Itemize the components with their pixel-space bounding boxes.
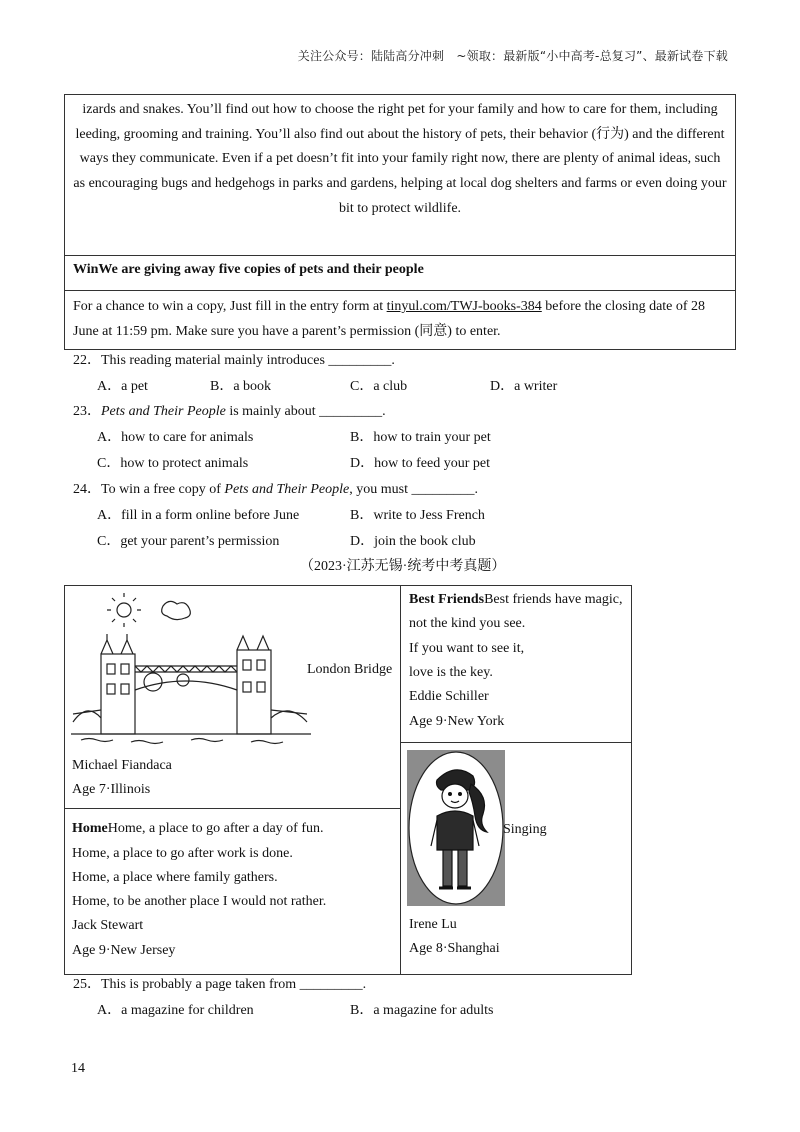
- best-friends-line-3: If you want to see it,: [409, 641, 525, 656]
- best-friends-line-4: love is the key.: [409, 665, 493, 680]
- best-friends-line-1: Best friends have magic,: [484, 592, 623, 607]
- home-line-4: Home, to be another place I would not rather.: [72, 894, 327, 909]
- q23-number: 23．: [73, 404, 101, 419]
- q24-option-a: A．fill in a form online before June: [97, 508, 300, 523]
- q24-option-c: C．get your parent’s permission: [97, 534, 280, 549]
- home-first-line: [72, 821, 324, 837]
- win-text-2: before the closing date of 28 June at 11:59 pm. Make sure you have a parent’s permission (同意) to enter.: [73, 299, 706, 339]
- right-divider: [400, 742, 631, 743]
- magazine-page-box: [64, 585, 632, 975]
- london-bridge-age: Age 7·Illinois: [72, 782, 151, 797]
- singing-age: Age 8·Shanghai: [409, 941, 500, 956]
- best-friends-title: Best Friends: [409, 592, 485, 607]
- home-age: Age 9·New Jersey: [72, 943, 176, 958]
- q25-option-b: B．a magazine for adults: [350, 1003, 494, 1018]
- q22-option-a: A．a pet: [97, 379, 148, 394]
- singing-girl-drawing: [407, 750, 505, 906]
- q24-option-d: D．join the book club: [350, 534, 476, 549]
- london-bridge-drawing: [71, 592, 311, 750]
- q22-option-c: C．a club: [350, 379, 408, 394]
- q23-option-c: C．how to protect animals: [97, 456, 249, 471]
- q24-pre: 24．To win a free copy of: [73, 482, 225, 497]
- best-friends-first-line: [409, 592, 622, 608]
- q23-option-a: A．how to care for animals: [97, 430, 254, 445]
- passage-box: [64, 94, 736, 350]
- question-22-stem: 22．This reading material mainly introduces _________.: [73, 353, 395, 368]
- passage-paragraph: izards and snakes. You’ll find out how to choose the right pet for your family and how to care for them, including leeding, grooming and training. You’ll also find out about the history of pets, their behavior (行为) and the different ways they communicate. Even if a pet doesn’t fit into your family right now, there are plenty of animal ideas, such as encouraging bugs and hedgehogs in parks and gardens, helping at local dog shelters and farms or even doing your bit to protect wildlife.: [65, 95, 735, 256]
- left-divider: [65, 808, 400, 809]
- home-title: Home: [72, 821, 108, 836]
- london-bridge-title: London Bridge: [307, 662, 393, 677]
- question-25-stem: 25．This is probably a page taken from _________.: [73, 977, 367, 992]
- question-23-stem: [73, 403, 386, 421]
- win-text-1: For a chance to win a copy, Just fill in the entry form at: [73, 299, 387, 314]
- question-source: （2023·江苏无锡·统考中考真题）: [300, 559, 506, 574]
- q23-option-b: B．how to train your pet: [350, 430, 491, 445]
- home-author: Jack Stewart: [72, 918, 144, 933]
- q24-option-b: B．write to Jess French: [350, 508, 485, 523]
- singing-title: Singing: [503, 822, 547, 837]
- best-friends-author: Eddie Schiller: [409, 689, 489, 704]
- home-line-2: Home, a place to go after work is done.: [72, 846, 293, 861]
- q23-option-d: D．how to feed your pet: [350, 456, 490, 471]
- best-friends-line-2: not the kind you see.: [409, 616, 526, 631]
- question-24-stem: [73, 481, 478, 499]
- london-bridge-author: Michael Fiandaca: [72, 758, 172, 773]
- page-header: 关注公众号：陆陆高分冲刺 ~领取：最新版“小中高考-总复习”、最新试卷下载: [297, 49, 728, 63]
- q23-rest: is mainly about _________.: [225, 404, 386, 419]
- q23-book-title: Pets and Their People: [101, 404, 226, 419]
- best-friends-age: Age 9·New York: [409, 714, 505, 729]
- entry-form-link[interactable]: tinyul.com/TWJ-books-384: [386, 299, 542, 314]
- page-number: 14: [71, 1061, 85, 1076]
- q22-option-d: D．a writer: [490, 379, 558, 394]
- win-heading: WinWe are giving away five copies of pets and their people: [65, 256, 735, 291]
- vertical-divider: [400, 586, 401, 974]
- singing-author: Irene Lu: [409, 917, 457, 932]
- home-line-3: Home, a place where family gathers.: [72, 870, 278, 885]
- q25-option-a: A．a magazine for children: [97, 1003, 254, 1018]
- home-line-1: Home, a place to go after a day of fun.: [107, 821, 324, 836]
- win-text: [65, 291, 735, 351]
- q24-book-title: Pets and Their People: [224, 482, 350, 497]
- q22-option-b: B．a book: [210, 379, 272, 394]
- q24-rest: , you must _________.: [349, 482, 478, 497]
